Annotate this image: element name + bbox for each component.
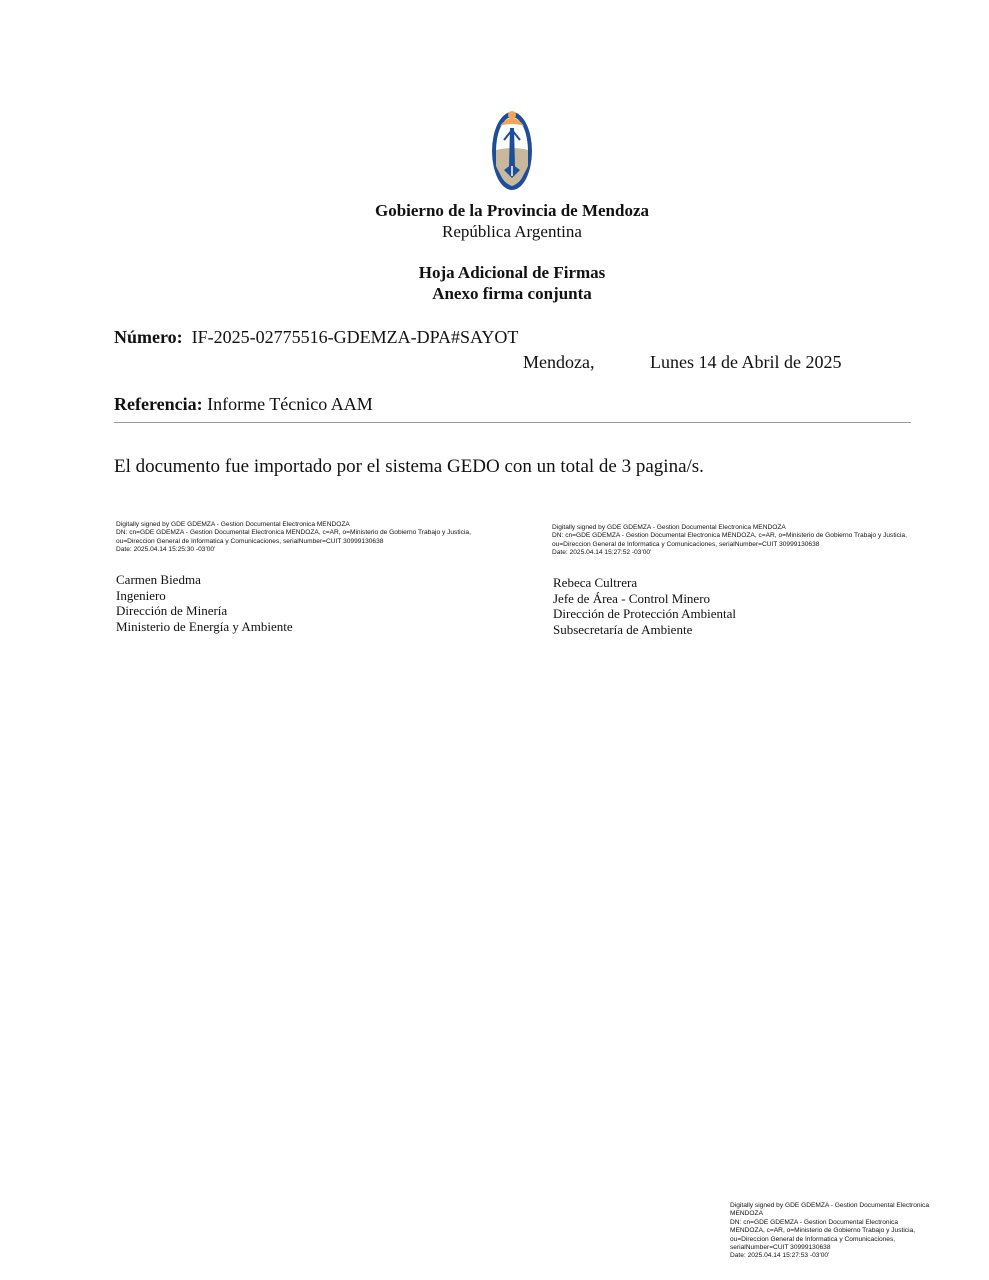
signer-ministry: Ministerio de Energía y Ambiente [116, 618, 293, 634]
stamp-line: MENDOZA [730, 1210, 763, 1218]
stamp-line: DN: cn=GDE GDEMZA - Gestion Documental Electronica [730, 1218, 899, 1226]
document-number-row [114, 327, 518, 348]
stamp-line: Date: 2025.04.14 15:27:53 -03'00' [730, 1252, 830, 1260]
stamp-line: ou=Direccion General de Informatica y Comunicaciones, serialNumber=CUIT 30999130638 [116, 537, 384, 545]
country-name: República Argentina [442, 222, 582, 241]
signer-ministry: Subsecretaría de Ambiente [553, 621, 693, 637]
stamp-line: MENDOZA, c=AR, o=Ministerio de Gobierno Trabajo y Justicia, [730, 1227, 916, 1235]
digital-signature-stamp [116, 521, 471, 555]
stamp-line: Digitally signed by GDE GDEMZA - Gestion Documental Electronica MENDOZA [552, 524, 786, 531]
divider [114, 422, 911, 423]
signer-name: Rebeca Cultrera [553, 575, 638, 590]
stamp-line: ou=Direccion General de Informatica y Comunicaciones, [730, 1235, 896, 1243]
signer-name: Carmen Biedma [116, 572, 201, 587]
number-label: Número: [114, 327, 183, 347]
document-date: Lunes 14 de Abril de 2025 [650, 352, 842, 372]
reference-value: Informe Técnico AAM [207, 394, 373, 414]
number-value: IF-2025-02775516-GDEMZA-DPA#SAYOT [191, 327, 519, 347]
signer-block [553, 575, 736, 637]
stamp-line: ou=Direccion General de Informatica y Comunicaciones, serialNumber=CUIT 30999130638 [552, 540, 820, 548]
reference-label: Referencia: [114, 394, 203, 414]
sheet-title: Hoja Adicional de Firmas [418, 263, 606, 282]
government-name: Gobierno de la Provincia de Mendoza [374, 201, 650, 220]
stamp-line: DN: cn=GDE GDEMZA - Gestion Documental Electronica MENDOZA, c=AR, o=Ministerio de Gobierno Trabajo y Justicia, [552, 532, 907, 540]
signer-department: Dirección de Protección Ambiental [553, 606, 737, 622]
mendoza-coat-of-arms-icon [490, 106, 534, 192]
reference-row [114, 394, 373, 415]
stamp-line: serialNumber=CUIT 30999130638 [730, 1244, 831, 1252]
city: Mendoza, [523, 352, 595, 372]
body-text: El documento fue importado por el sistema GEDO con un total de 3 pagina/s. [114, 456, 704, 477]
signer-role: Jefe de Área - Control Minero [553, 590, 711, 606]
stamp-line: DN: cn=GDE GDEMZA - Gestion Documental Electronica MENDOZA, c=AR, o=Ministerio de Gobierno Trabajo y Justicia, [116, 529, 471, 537]
footer-digital-signature-stamp [730, 1202, 929, 1261]
signer-department: Dirección de Minería [116, 603, 228, 619]
sheet-subtitle: Anexo firma conjunta [432, 284, 592, 303]
stamp-line: Digitally signed by GDE GDEMZA - Gestion Documental Electronica [730, 1202, 929, 1209]
stamp-line: Digitally signed by GDE GDEMZA - Gestion Documental Electronica MENDOZA [116, 521, 350, 528]
stamp-line: Date: 2025.04.14 15:27:52 -03'00' [552, 549, 652, 557]
stamp-line: Date: 2025.04.14 15:25:30 -03'00' [116, 546, 216, 554]
digital-signature-stamp [552, 524, 907, 558]
signer-block [116, 572, 293, 634]
signer-role: Ingeniero [116, 587, 166, 603]
